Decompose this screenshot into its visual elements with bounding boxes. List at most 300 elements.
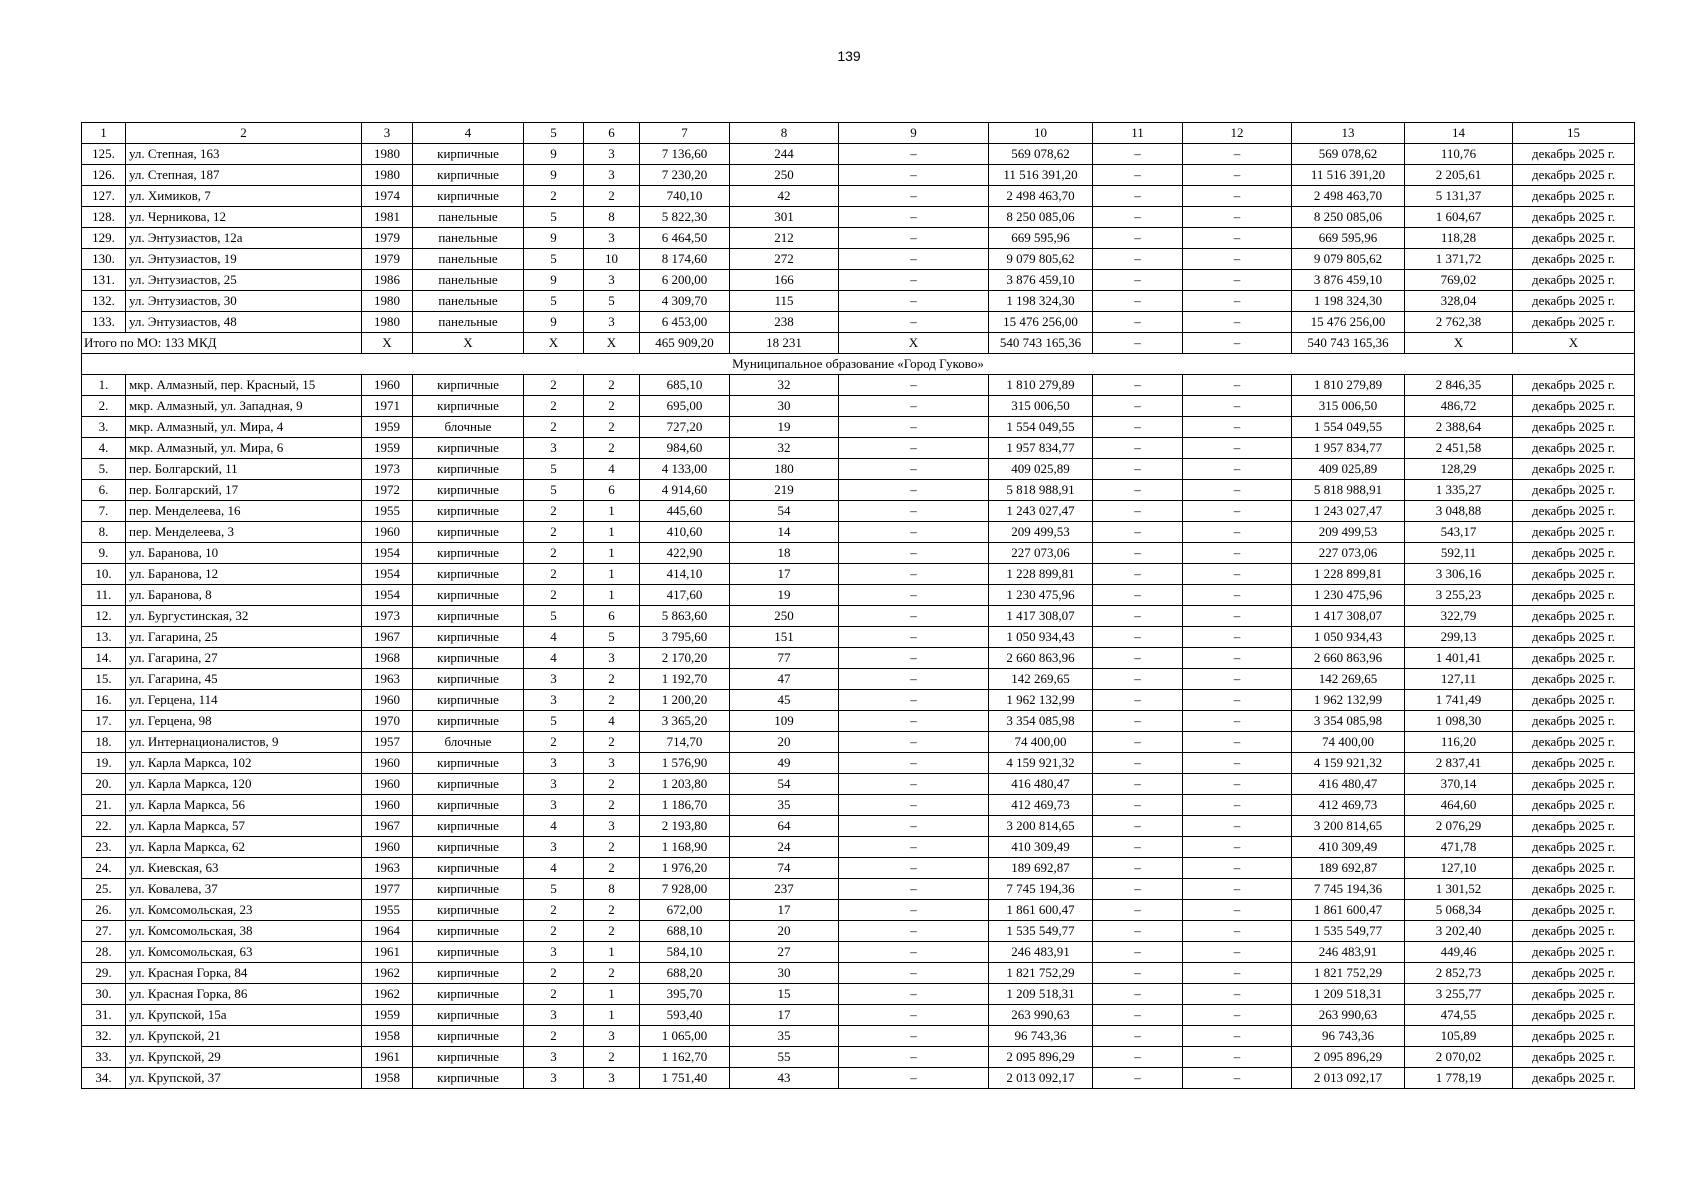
- address-cell: ул. Герцена, 114: [126, 690, 362, 711]
- address-cell: ул. Красная Горка, 86: [126, 984, 362, 1005]
- cost-fund-cell: 416 480,47: [1292, 774, 1405, 795]
- floors-cell: 4: [524, 627, 584, 648]
- col-11-cell: –: [1093, 564, 1183, 585]
- entrances-cell: 2: [584, 396, 640, 417]
- completion-date-cell: декабрь 2025 г.: [1513, 837, 1635, 858]
- completion-date-cell: декабрь 2025 г.: [1513, 900, 1635, 921]
- col-9-cell: –: [839, 270, 989, 291]
- year-built-cell: 1954: [362, 585, 413, 606]
- wall-material-cell: кирпичные: [413, 900, 524, 921]
- table-row: [82, 396, 1635, 417]
- entrances-cell: 6: [584, 606, 640, 627]
- entrances-cell: 2: [584, 774, 640, 795]
- entrances-cell: 6: [584, 480, 640, 501]
- wall-material-cell: панельные: [413, 207, 524, 228]
- cost-fund-cell: 5 818 988,91: [1292, 480, 1405, 501]
- floors-cell: 4: [524, 858, 584, 879]
- col-11-cell: –: [1093, 606, 1183, 627]
- floors-cell: 2: [524, 900, 584, 921]
- column-number-cell: 15: [1513, 123, 1635, 144]
- floors-cell: 2: [524, 396, 584, 417]
- table-row: [82, 627, 1635, 648]
- completion-date-cell: декабрь 2025 г.: [1513, 501, 1635, 522]
- year-built-cell: 1959: [362, 417, 413, 438]
- residents-cell: 237: [730, 879, 839, 900]
- col-12-cell: –: [1183, 669, 1292, 690]
- table-row: [82, 942, 1635, 963]
- floors-cell: 9: [524, 144, 584, 165]
- table-row: [82, 816, 1635, 837]
- cost-total-cell: 1 243 027,47: [989, 501, 1093, 522]
- address-cell: мкр. Алмазный, ул. Мира, 6: [126, 438, 362, 459]
- year-built-cell: 1970: [362, 711, 413, 732]
- table-row: [82, 438, 1635, 459]
- total-area-cell: 727,20: [640, 417, 730, 438]
- cost-total-cell: 3 354 085,98: [989, 711, 1093, 732]
- cost-total-cell: 2 660 863,96: [989, 648, 1093, 669]
- col-9-cell: –: [839, 627, 989, 648]
- row-number-cell: 8.: [82, 522, 126, 543]
- col-11-cell: –: [1093, 963, 1183, 984]
- year-built-cell: 1960: [362, 795, 413, 816]
- entrances-cell: 3: [584, 816, 640, 837]
- residents-cell: 49: [730, 753, 839, 774]
- address-cell: ул. Бургустинская, 32: [126, 606, 362, 627]
- address-cell: ул. Энтузиастов, 25: [126, 270, 362, 291]
- total-label: Итого по МО: 133 МКД: [82, 333, 362, 354]
- cost-fund-cell: 1 417 308,07: [1292, 606, 1405, 627]
- address-cell: ул. Карла Маркса, 57: [126, 816, 362, 837]
- col-11-cell: –: [1093, 648, 1183, 669]
- col-9-cell: –: [839, 711, 989, 732]
- floors-cell: 3: [524, 669, 584, 690]
- total-cell: Х: [413, 333, 524, 354]
- completion-date-cell: декабрь 2025 г.: [1513, 249, 1635, 270]
- completion-date-cell: декабрь 2025 г.: [1513, 585, 1635, 606]
- table-row: [82, 1026, 1635, 1047]
- residents-cell: 250: [730, 165, 839, 186]
- residents-cell: 301: [730, 207, 839, 228]
- residents-cell: 32: [730, 438, 839, 459]
- total-cell: Х: [1513, 333, 1635, 354]
- row-number-cell: 33.: [82, 1047, 126, 1068]
- column-number-cell: 12: [1183, 123, 1292, 144]
- cost-fund-cell: 189 692,87: [1292, 858, 1405, 879]
- total-area-cell: 2 170,20: [640, 648, 730, 669]
- cost-per-sqm-cell: 3 306,16: [1405, 564, 1513, 585]
- cost-fund-cell: 8 250 085,06: [1292, 207, 1405, 228]
- year-built-cell: 1972: [362, 480, 413, 501]
- cost-per-sqm-cell: 2 451,58: [1405, 438, 1513, 459]
- entrances-cell: 2: [584, 186, 640, 207]
- year-built-cell: 1963: [362, 669, 413, 690]
- floors-cell: 3: [524, 837, 584, 858]
- table-row: [82, 585, 1635, 606]
- cost-per-sqm-cell: 592,11: [1405, 543, 1513, 564]
- total-area-cell: 714,70: [640, 732, 730, 753]
- entrances-cell: 3: [584, 1068, 640, 1089]
- cost-per-sqm-cell: 3 255,23: [1405, 585, 1513, 606]
- row-number-cell: 10.: [82, 564, 126, 585]
- row-number-cell: 11.: [82, 585, 126, 606]
- address-cell: ул. Энтузиастов, 48: [126, 312, 362, 333]
- total-area-cell: 7 136,60: [640, 144, 730, 165]
- col-11-cell: –: [1093, 837, 1183, 858]
- total-area-cell: 1 162,70: [640, 1047, 730, 1068]
- residents-cell: 27: [730, 942, 839, 963]
- cost-fund-cell: 1 198 324,30: [1292, 291, 1405, 312]
- year-built-cell: 1960: [362, 375, 413, 396]
- residents-cell: 17: [730, 1005, 839, 1026]
- col-9-cell: –: [839, 417, 989, 438]
- row-number-cell: 22.: [82, 816, 126, 837]
- cost-per-sqm-cell: 1 778,19: [1405, 1068, 1513, 1089]
- cost-total-cell: 2 498 463,70: [989, 186, 1093, 207]
- total-area-cell: 422,90: [640, 543, 730, 564]
- completion-date-cell: декабрь 2025 г.: [1513, 984, 1635, 1005]
- col-11-cell: –: [1093, 186, 1183, 207]
- address-cell: ул. Химиков, 7: [126, 186, 362, 207]
- total-area-cell: 1 203,80: [640, 774, 730, 795]
- wall-material-cell: блочные: [413, 732, 524, 753]
- completion-date-cell: декабрь 2025 г.: [1513, 564, 1635, 585]
- cost-fund-cell: 1 050 934,43: [1292, 627, 1405, 648]
- entrances-cell: 8: [584, 207, 640, 228]
- col-9-cell: –: [839, 1026, 989, 1047]
- row-number-cell: 132.: [82, 291, 126, 312]
- address-cell: ул. Энтузиастов, 30: [126, 291, 362, 312]
- col-11-cell: –: [1093, 858, 1183, 879]
- col-11-cell: –: [1093, 249, 1183, 270]
- cost-per-sqm-cell: 1 604,67: [1405, 207, 1513, 228]
- col-12-cell: –: [1183, 858, 1292, 879]
- col-12-cell: –: [1183, 984, 1292, 1005]
- entrances-cell: 1: [584, 585, 640, 606]
- address-cell: ул. Крупской, 21: [126, 1026, 362, 1047]
- total-area-cell: 6 464,50: [640, 228, 730, 249]
- cost-per-sqm-cell: 486,72: [1405, 396, 1513, 417]
- cost-fund-cell: 569 078,62: [1292, 144, 1405, 165]
- table-row: [82, 1068, 1635, 1089]
- year-built-cell: 1962: [362, 963, 413, 984]
- wall-material-cell: кирпичные: [413, 1026, 524, 1047]
- entrances-cell: 2: [584, 1047, 640, 1068]
- year-built-cell: 1967: [362, 627, 413, 648]
- floors-cell: 3: [524, 795, 584, 816]
- table-row: [82, 312, 1635, 333]
- table-row: [82, 186, 1635, 207]
- completion-date-cell: декабрь 2025 г.: [1513, 144, 1635, 165]
- year-built-cell: 1968: [362, 648, 413, 669]
- row-number-cell: 12.: [82, 606, 126, 627]
- total-cell: –: [1183, 333, 1292, 354]
- row-number-cell: 16.: [82, 690, 126, 711]
- col-12-cell: –: [1183, 942, 1292, 963]
- floors-cell: 3: [524, 1047, 584, 1068]
- col-9-cell: –: [839, 1005, 989, 1026]
- col-11-cell: –: [1093, 774, 1183, 795]
- completion-date-cell: декабрь 2025 г.: [1513, 816, 1635, 837]
- row-number-cell: 126.: [82, 165, 126, 186]
- floors-cell: 2: [524, 417, 584, 438]
- completion-date-cell: декабрь 2025 г.: [1513, 1005, 1635, 1026]
- page-number: 139: [837, 48, 861, 64]
- address-cell: ул. Карла Маркса, 102: [126, 753, 362, 774]
- col-12-cell: –: [1183, 1026, 1292, 1047]
- address-cell: ул. Красная Горка, 84: [126, 963, 362, 984]
- floors-cell: 3: [524, 438, 584, 459]
- cost-fund-cell: 1 209 518,31: [1292, 984, 1405, 1005]
- year-built-cell: 1955: [362, 900, 413, 921]
- col-9-cell: –: [839, 900, 989, 921]
- address-cell: ул. Комсомольская, 38: [126, 921, 362, 942]
- col-11-cell: –: [1093, 753, 1183, 774]
- col-9-cell: –: [839, 669, 989, 690]
- cost-fund-cell: 2 660 863,96: [1292, 648, 1405, 669]
- entrances-cell: 1: [584, 564, 640, 585]
- total-area-cell: 395,70: [640, 984, 730, 1005]
- floors-cell: 9: [524, 165, 584, 186]
- col-11-cell: –: [1093, 816, 1183, 837]
- cost-per-sqm-cell: 2 070,02: [1405, 1047, 1513, 1068]
- cost-fund-cell: 209 499,53: [1292, 522, 1405, 543]
- row-number-cell: 18.: [82, 732, 126, 753]
- col-9-cell: –: [839, 963, 989, 984]
- year-built-cell: 1960: [362, 690, 413, 711]
- year-built-cell: 1954: [362, 543, 413, 564]
- completion-date-cell: декабрь 2025 г.: [1513, 522, 1635, 543]
- floors-cell: 9: [524, 270, 584, 291]
- floors-cell: 2: [524, 963, 584, 984]
- column-number-cell: 6: [584, 123, 640, 144]
- table-row: [82, 963, 1635, 984]
- residents-cell: 115: [730, 291, 839, 312]
- year-built-cell: 1964: [362, 921, 413, 942]
- total-cell: Х: [362, 333, 413, 354]
- completion-date-cell: декабрь 2025 г.: [1513, 396, 1635, 417]
- year-built-cell: 1962: [362, 984, 413, 1005]
- col-9-cell: –: [839, 522, 989, 543]
- column-number-cell: 2: [126, 123, 362, 144]
- residents-cell: 166: [730, 270, 839, 291]
- total-area-cell: 695,00: [640, 396, 730, 417]
- total-area-cell: 7 230,20: [640, 165, 730, 186]
- table-row: [82, 249, 1635, 270]
- col-12-cell: –: [1183, 207, 1292, 228]
- year-built-cell: 1973: [362, 606, 413, 627]
- wall-material-cell: кирпичные: [413, 438, 524, 459]
- cost-per-sqm-cell: 110,76: [1405, 144, 1513, 165]
- total-cell: Х: [524, 333, 584, 354]
- address-cell: пер. Менделеева, 16: [126, 501, 362, 522]
- floors-cell: 2: [524, 543, 584, 564]
- floors-cell: 5: [524, 480, 584, 501]
- total-area-cell: 688,20: [640, 963, 730, 984]
- address-cell: ул. Крупской, 37: [126, 1068, 362, 1089]
- entrances-cell: 1: [584, 984, 640, 1005]
- row-number-cell: 1.: [82, 375, 126, 396]
- entrances-cell: 2: [584, 690, 640, 711]
- col-11-cell: –: [1093, 375, 1183, 396]
- cost-total-cell: 1 861 600,47: [989, 900, 1093, 921]
- residents-cell: 35: [730, 795, 839, 816]
- cost-fund-cell: 15 476 256,00: [1292, 312, 1405, 333]
- table-row: [82, 921, 1635, 942]
- col-12-cell: –: [1183, 417, 1292, 438]
- completion-date-cell: декабрь 2025 г.: [1513, 942, 1635, 963]
- cost-per-sqm-cell: 299,13: [1405, 627, 1513, 648]
- column-number-cell: 7: [640, 123, 730, 144]
- entrances-cell: 2: [584, 375, 640, 396]
- cost-per-sqm-cell: 2 852,73: [1405, 963, 1513, 984]
- wall-material-cell: кирпичные: [413, 543, 524, 564]
- completion-date-cell: декабрь 2025 г.: [1513, 774, 1635, 795]
- year-built-cell: 1974: [362, 186, 413, 207]
- total-area-cell: 1 065,00: [640, 1026, 730, 1047]
- table-row: [82, 795, 1635, 816]
- cost-total-cell: 3 876 459,10: [989, 270, 1093, 291]
- cost-fund-cell: 2 013 092,17: [1292, 1068, 1405, 1089]
- column-number-cell: 9: [839, 123, 989, 144]
- year-built-cell: 1960: [362, 774, 413, 795]
- col-9-cell: –: [839, 837, 989, 858]
- residents-cell: 109: [730, 711, 839, 732]
- cost-total-cell: 9 079 805,62: [989, 249, 1093, 270]
- col-9-cell: –: [839, 459, 989, 480]
- year-built-cell: 1980: [362, 165, 413, 186]
- cost-fund-cell: 246 483,91: [1292, 942, 1405, 963]
- wall-material-cell: кирпичные: [413, 165, 524, 186]
- entrances-cell: 4: [584, 711, 640, 732]
- col-9-cell: –: [839, 480, 989, 501]
- completion-date-cell: декабрь 2025 г.: [1513, 795, 1635, 816]
- completion-date-cell: декабрь 2025 г.: [1513, 879, 1635, 900]
- completion-date-cell: декабрь 2025 г.: [1513, 921, 1635, 942]
- cost-total-cell: 1 957 834,77: [989, 438, 1093, 459]
- cost-total-cell: 189 692,87: [989, 858, 1093, 879]
- cost-total-cell: 5 818 988,91: [989, 480, 1093, 501]
- cost-per-sqm-cell: 3 048,88: [1405, 501, 1513, 522]
- year-built-cell: 1971: [362, 396, 413, 417]
- entrances-cell: 2: [584, 963, 640, 984]
- entrances-cell: 3: [584, 165, 640, 186]
- year-built-cell: 1980: [362, 312, 413, 333]
- completion-date-cell: декабрь 2025 г.: [1513, 291, 1635, 312]
- col-9-cell: –: [839, 816, 989, 837]
- cost-fund-cell: 96 743,36: [1292, 1026, 1405, 1047]
- column-number-cell: 11: [1093, 123, 1183, 144]
- cost-fund-cell: 3 876 459,10: [1292, 270, 1405, 291]
- cost-total-cell: 1 417 308,07: [989, 606, 1093, 627]
- col-12-cell: –: [1183, 312, 1292, 333]
- total-area-cell: 1 186,70: [640, 795, 730, 816]
- wall-material-cell: кирпичные: [413, 606, 524, 627]
- col-11-cell: –: [1093, 312, 1183, 333]
- residents-cell: 272: [730, 249, 839, 270]
- col-11-cell: –: [1093, 879, 1183, 900]
- residents-cell: 14: [730, 522, 839, 543]
- floors-cell: 3: [524, 774, 584, 795]
- total-area-cell: 6 200,00: [640, 270, 730, 291]
- entrances-cell: 3: [584, 753, 640, 774]
- col-11-cell: –: [1093, 165, 1183, 186]
- floors-cell: 3: [524, 1068, 584, 1089]
- col-12-cell: –: [1183, 249, 1292, 270]
- entrances-cell: 2: [584, 438, 640, 459]
- completion-date-cell: декабрь 2025 г.: [1513, 312, 1635, 333]
- cost-fund-cell: 1 228 899,81: [1292, 564, 1405, 585]
- cost-per-sqm-cell: 322,79: [1405, 606, 1513, 627]
- cost-total-cell: 11 516 391,20: [989, 165, 1093, 186]
- total-area-cell: 417,60: [640, 585, 730, 606]
- col-12-cell: –: [1183, 816, 1292, 837]
- table-row: [82, 774, 1635, 795]
- cost-fund-cell: 1 230 475,96: [1292, 585, 1405, 606]
- col-12-cell: –: [1183, 270, 1292, 291]
- col-11-cell: –: [1093, 144, 1183, 165]
- total-area-cell: 445,60: [640, 501, 730, 522]
- col-9-cell: –: [839, 291, 989, 312]
- completion-date-cell: декабрь 2025 г.: [1513, 963, 1635, 984]
- cost-per-sqm-cell: 1 335,27: [1405, 480, 1513, 501]
- col-11-cell: –: [1093, 480, 1183, 501]
- col-9-cell: –: [839, 249, 989, 270]
- col-11-cell: –: [1093, 690, 1183, 711]
- residents-cell: 18: [730, 543, 839, 564]
- cost-total-cell: 1 810 279,89: [989, 375, 1093, 396]
- wall-material-cell: панельные: [413, 312, 524, 333]
- wall-material-cell: кирпичные: [413, 186, 524, 207]
- residents-cell: 180: [730, 459, 839, 480]
- floors-cell: 2: [524, 501, 584, 522]
- address-cell: ул. Крупской, 29: [126, 1047, 362, 1068]
- residents-cell: 244: [730, 144, 839, 165]
- wall-material-cell: кирпичные: [413, 459, 524, 480]
- floors-cell: 3: [524, 942, 584, 963]
- col-12-cell: –: [1183, 753, 1292, 774]
- address-cell: ул. Гагарина, 27: [126, 648, 362, 669]
- wall-material-cell: кирпичные: [413, 711, 524, 732]
- cost-fund-cell: 1 962 132,99: [1292, 690, 1405, 711]
- wall-material-cell: кирпичные: [413, 501, 524, 522]
- entrances-cell: 3: [584, 648, 640, 669]
- col-12-cell: –: [1183, 1068, 1292, 1089]
- table-row: [82, 522, 1635, 543]
- wall-material-cell: кирпичные: [413, 627, 524, 648]
- address-cell: ул. Киевская, 63: [126, 858, 362, 879]
- entrances-cell: 3: [584, 228, 640, 249]
- col-12-cell: –: [1183, 900, 1292, 921]
- col-9-cell: –: [839, 1068, 989, 1089]
- row-number-cell: 130.: [82, 249, 126, 270]
- address-cell: ул. Карла Маркса, 120: [126, 774, 362, 795]
- residents-cell: 151: [730, 627, 839, 648]
- wall-material-cell: кирпичные: [413, 669, 524, 690]
- table-row: [82, 669, 1635, 690]
- floors-cell: 2: [524, 585, 584, 606]
- row-number-cell: 23.: [82, 837, 126, 858]
- cost-total-cell: 246 483,91: [989, 942, 1093, 963]
- completion-date-cell: декабрь 2025 г.: [1513, 1047, 1635, 1068]
- total-area-cell: 740,10: [640, 186, 730, 207]
- address-cell: ул. Баранова, 8: [126, 585, 362, 606]
- completion-date-cell: декабрь 2025 г.: [1513, 606, 1635, 627]
- total-area-cell: 3 795,60: [640, 627, 730, 648]
- total-area-cell: 4 133,00: [640, 459, 730, 480]
- total-area-cell: 2 193,80: [640, 816, 730, 837]
- cost-total-cell: 3 200 814,65: [989, 816, 1093, 837]
- cost-fund-cell: 1 957 834,77: [1292, 438, 1405, 459]
